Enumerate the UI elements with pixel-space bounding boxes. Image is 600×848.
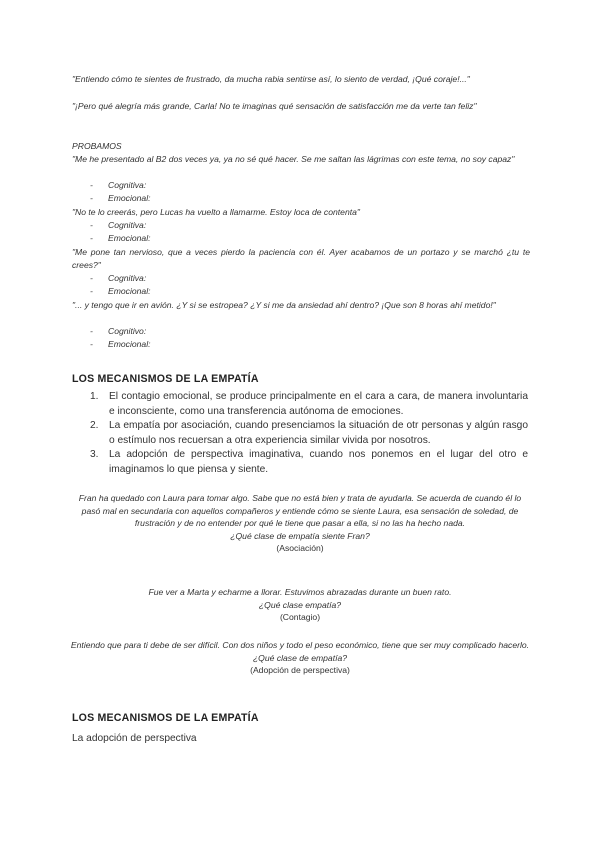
example-text: Fue ver a Marta y echarme a llorar. Estuvimos abrazadas durante un buen rato. [148, 587, 452, 597]
probamos-sub-item: - Emocional: [90, 286, 151, 296]
example-question: ¿Qué clase de empatía siente Fran? [230, 530, 370, 541]
example-answer: (Asociación) [276, 543, 324, 554]
section-heading: LOS MECANISMOS DE LA EMPATÍA [72, 373, 259, 385]
probamos-sub-item: - Cognitiva: [90, 220, 147, 230]
list-item: 1. El contagio emocional, se produce principalmente en el cara a cara, de manera involuntaria e inconsciente, como una transferencia autónoma de emociones. [90, 391, 528, 417]
probamos-title: PROBAMOS [72, 141, 122, 151]
probamos-sub-item: - Cognitiva: [90, 273, 147, 283]
probamos-quote-1: "Me he presentado al B2 dos veces ya, ya no sé qué hacer. Se me saltan las lágrimas con este tema, no soy capaz" [72, 154, 515, 164]
section-heading-2: LOS MECANISMOS DE LA EMPATÍA [72, 712, 259, 724]
example-answer: (Contagio) [279, 612, 321, 623]
example-block [70, 586, 530, 624]
example-question: ¿Qué clase empatía? [258, 599, 342, 610]
probamos-sub-item: - Cognitiva: [90, 180, 147, 190]
mechanisms-list [72, 390, 528, 478]
intro-quote-1: "Entiendo cómo te sientes de frustrado, da mucha rabia sentirse así, lo siento de verdad, ¡Qué coraje!..." [72, 74, 470, 84]
probamos-sub-item: - Emocional: [90, 339, 151, 349]
probamos-sub-item: - Emocional: [90, 233, 151, 243]
probamos-quote-4: "... y tengo que ir en avión. ¿Y si se estropea? ¿Y si me da ansiedad ahí dentro? ¡Que son 8 horas ahí metido!" [72, 300, 496, 310]
list-item: 3. La adopción de perspectiva imaginativa, cuando nos ponemos en el lugar del otro e imaginamos lo que piensa y siente. [90, 449, 528, 475]
list-item: 2. La empatía por asociación, cuando presenciamos la situación de otr personas y algún rasgo o estímulo nos recuersan a otra experiencia similar vivida por nosotros. [90, 420, 528, 446]
example-question: ¿Qué clase de empatía? [252, 652, 348, 663]
probamos-sub-item: - Cognitivo: [90, 326, 147, 336]
probamos-quote-3: "Me pone tan nervioso, que a veces pierdo la paciencia con él. Ayer acabamos de un portazo y se marchó ¿tu te crees?" [72, 247, 530, 270]
example-answer: (Adopción de perspectiva) [250, 665, 350, 676]
section-subtitle: La adopción de perspectiva [72, 733, 197, 744]
probamos-sub-item: - Emocional: [90, 193, 151, 203]
example-text: Entiendo que para ti debe de ser difícil. Con dos niños y todo el peso económico, tiene que ser muy complicado hacerlo. [70, 640, 530, 650]
example-text: Fran ha quedado con Laura para tomar algo. Sabe que no está bien y trata de ayudarla. Se acuerda de cuando él lo pasó mal en secundaria con aquellos compañeros y entiende cómo se siente Laura, esa sensación de soledad, de frustración y de no entender por qué le tiene que pasar a ella, si no las ha hecho nada. [78, 493, 522, 529]
example-block [70, 639, 530, 677]
probamos-quote-2: "No te lo creerás, pero Lucas ha vuelto a llamarme. Estoy loca de contenta" [72, 207, 360, 217]
example-block [70, 492, 530, 555]
intro-quote-2: "¡Pero qué alegría más grande, Carla! No te imaginas qué sensación de satisfacción me da verte tan feliz" [72, 101, 477, 111]
